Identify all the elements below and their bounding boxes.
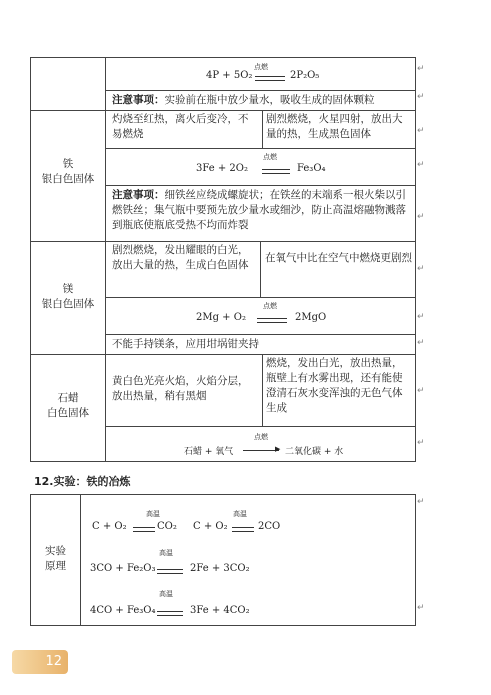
equation-right: 2P₂O₅ — [290, 70, 320, 81]
equation-arrow — [243, 450, 279, 451]
equation-arrow — [262, 169, 290, 174]
condition-label: 点燃 — [263, 302, 277, 310]
condition-label: 点燃 — [254, 63, 268, 71]
condition-label: 高温 — [146, 510, 160, 518]
return-mark-icon: ↵ — [417, 92, 425, 102]
return-mark-icon: ↵ — [417, 126, 425, 136]
magnesium-air-observation: 剧烈燃烧，发出耀眼的白光，放出大量的热，生成白色固体 — [112, 244, 249, 271]
equation-arrow — [133, 527, 155, 532]
return-mark-icon: ↵ — [417, 64, 425, 74]
equation-left: 石蜡 + 氧气 — [184, 447, 234, 457]
iron-air-observation: 灼烧至红热，离火后变冷，不易燃烧 — [112, 113, 249, 140]
return-mark-icon: ↵ — [417, 264, 425, 274]
iron-note — [112, 188, 412, 233]
return-mark-icon: ↵ — [417, 386, 425, 396]
element-desc-magnesium: 银白色固体 — [41, 298, 95, 310]
equation-right: Fe₃O₄ — [297, 163, 326, 174]
element-name-iron: 铁 — [62, 158, 74, 170]
equation-right: CO₂ — [157, 521, 177, 532]
equation-arrow — [157, 569, 183, 574]
equation-right: 2CO — [258, 521, 281, 532]
condition-label: 高温 — [233, 510, 247, 518]
equation-right: 2Fe + 3CO₂ — [190, 563, 250, 574]
wax-oxygen-observation: 燃烧，发出白光，放出热量，瓶壁上有水雾出现，还有能使澄清石灰水变浑浊的无色气体生成 — [266, 357, 403, 414]
equation-left: 4P + 5O₂ — [206, 70, 253, 81]
page-number-badge — [12, 650, 68, 674]
condition-label: 点燃 — [263, 153, 277, 161]
equation-arrow — [255, 76, 285, 81]
magnesium-note: 不能手持镁条，应用坩埚钳夹持 — [112, 338, 259, 350]
equation-left: C + O₂ — [193, 521, 228, 532]
element-name-magnesium: 镁 — [62, 283, 74, 295]
equation-arrow — [232, 527, 254, 532]
note-label: 注意事项： — [112, 94, 165, 106]
return-mark-icon: ↵ — [417, 338, 425, 348]
return-mark-icon: ↵ — [417, 212, 425, 222]
equation-left: C + O₂ — [92, 521, 127, 532]
note-text: 实验前在瓶中放少量水，吸收生成的固体颗粒 — [164, 94, 375, 106]
note-text: 细铁丝应绕成螺旋状；在铁丝的末端系一根火柴以引燃铁丝；集气瓶中要预先放少量水或细沙，防止高温熔融物溅落到瓶底使瓶底受热不均而炸裂 — [112, 189, 406, 231]
note-label: 注意事项： — [112, 189, 165, 201]
arrow-head-icon: ▶ — [275, 445, 281, 453]
return-mark-icon: ↵ — [417, 160, 425, 170]
equation-left: 3CO + Fe₂O₃ — [90, 563, 156, 574]
return-mark-icon: ↵ — [417, 497, 425, 507]
condition-label: 高温 — [159, 590, 173, 598]
principle-label — [31, 544, 80, 574]
condition-label: 点燃 — [254, 433, 268, 441]
section-title: 12.实验：铁的冶炼 — [34, 475, 131, 488]
element-name-wax: 石蜡 — [57, 392, 79, 404]
iron-oxygen-observation: 剧烈燃烧，火星四射，放出大量的热，生成黑色固体 — [266, 113, 403, 140]
equation-arrow — [257, 318, 287, 323]
return-mark-icon: ↵ — [417, 603, 425, 613]
equation-left: 2Mg + O₂ — [196, 312, 246, 323]
equation-right: 3Fe + 4CO₂ — [190, 605, 250, 616]
phosphorus-note — [112, 93, 412, 108]
principle-label-text: 实验原理 — [45, 545, 66, 572]
return-mark-icon: ↵ — [417, 438, 425, 448]
condition-label: 高温 — [159, 549, 173, 557]
element-desc-wax: 白色固体 — [47, 407, 89, 419]
equation-right: 二氧化碳 + 水 — [285, 447, 344, 457]
element-desc-iron: 银白色固体 — [41, 173, 95, 185]
equation-arrow — [157, 611, 183, 616]
return-mark-icon: ↵ — [417, 312, 425, 322]
equation-left: 4CO + Fe₃O₄ — [90, 605, 156, 616]
magnesium-oxygen-observation: 在氧气中比在空气中燃烧更剧烈 — [265, 252, 412, 264]
page-number: 12 — [45, 654, 62, 669]
equation-right: 2MgO — [295, 312, 327, 323]
equation-left: 3Fe + 2O₂ — [196, 163, 248, 174]
wax-air-observation: 黄白色光亮火焰，火焰分层，放出热量，稍有黑烟 — [112, 375, 249, 402]
